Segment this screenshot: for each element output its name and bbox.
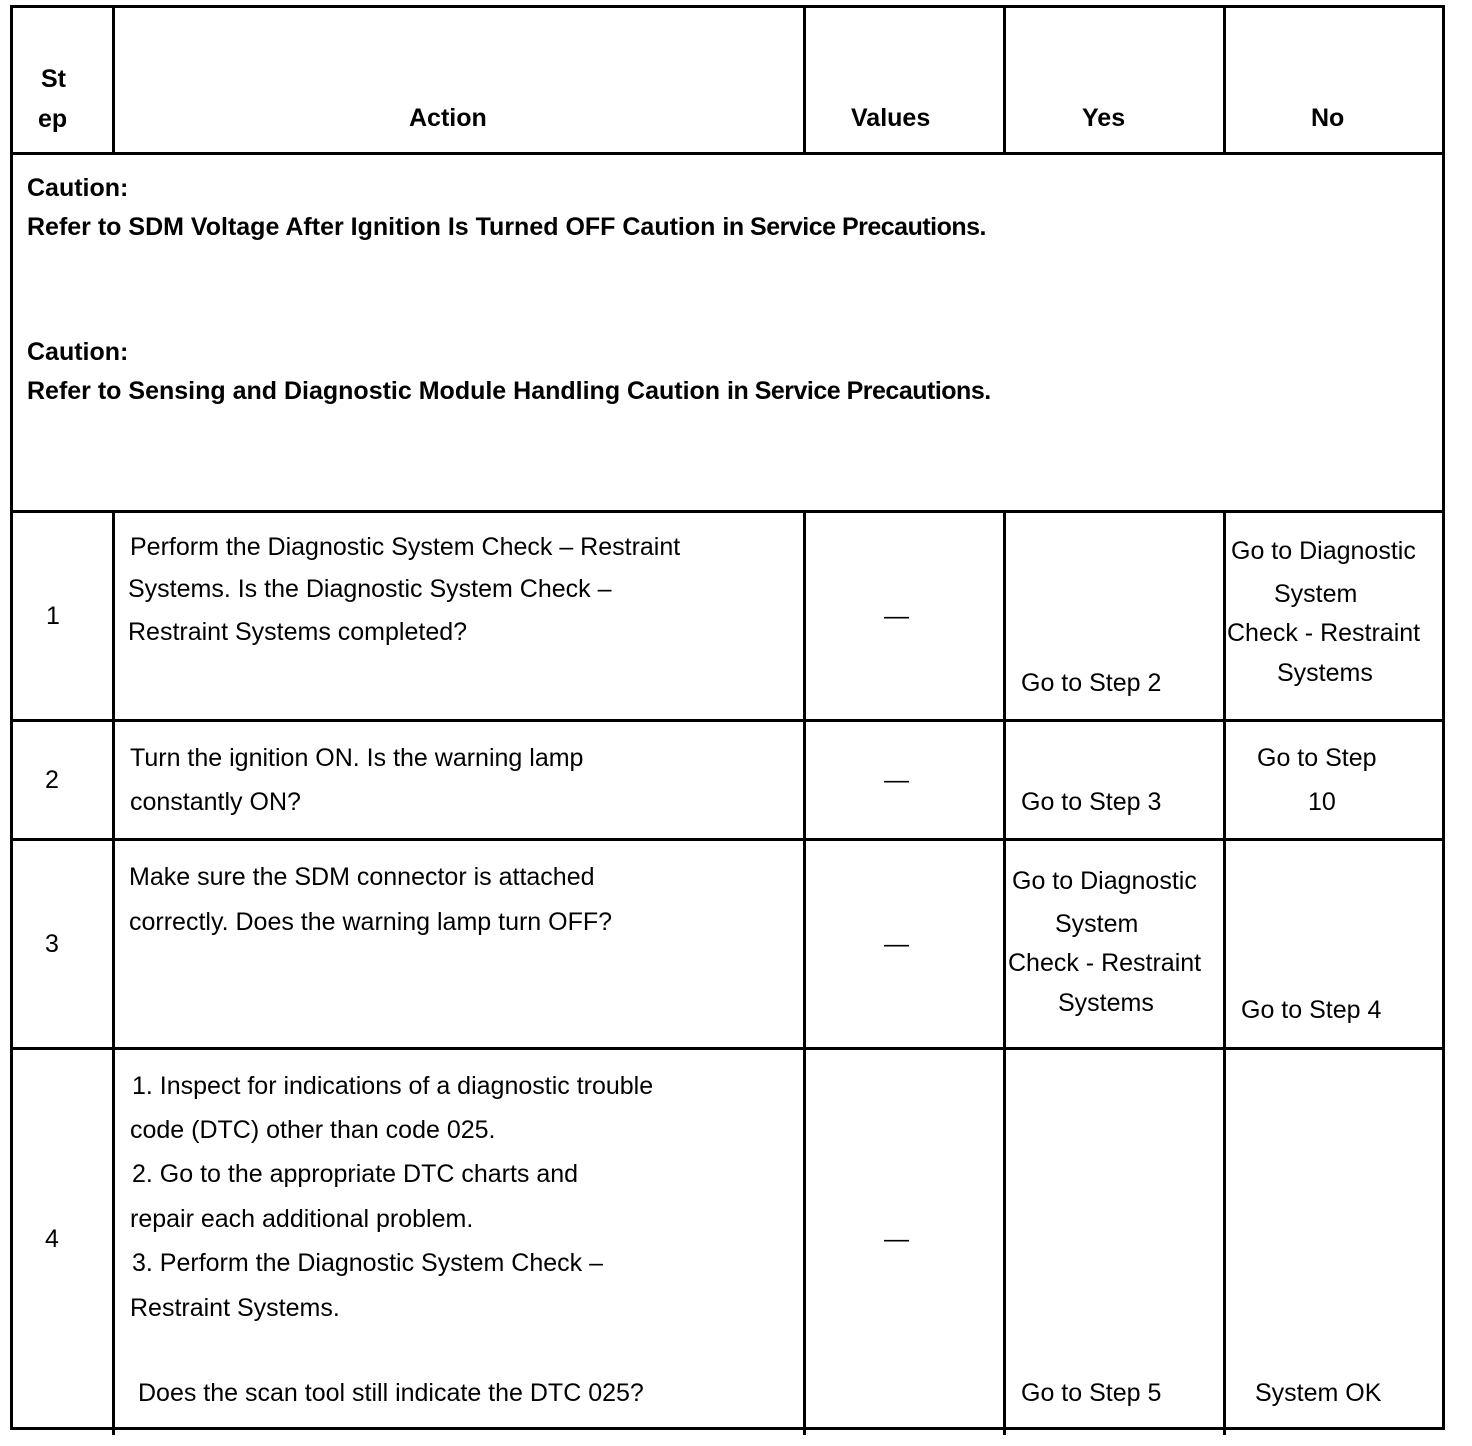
row-divider xyxy=(13,719,1442,722)
action-line: Restraint Systems. xyxy=(130,1294,340,1322)
header-step-line1: St xyxy=(41,65,66,93)
column-divider xyxy=(1223,8,1226,152)
step-number: 3 xyxy=(45,930,59,958)
column-divider xyxy=(1223,510,1226,1435)
caution-text-rest: in Service Precautions. xyxy=(722,213,986,241)
action-line: Perform the Diagnostic System Check – Restraint xyxy=(130,533,681,561)
no-line: Go to Diagnostic xyxy=(1231,537,1416,565)
yes-line: Go to Diagnostic xyxy=(1012,867,1197,895)
header-no: No xyxy=(1311,104,1345,132)
action-line: 1. Inspect for indications of a diagnostic trouble xyxy=(132,1072,654,1100)
no-line: Systems xyxy=(1277,659,1373,687)
no-line: System OK xyxy=(1255,1379,1382,1407)
column-divider xyxy=(1003,510,1006,1435)
column-divider xyxy=(112,510,115,1435)
no-line: Go to Step 4 xyxy=(1241,996,1382,1024)
action-line: code (DTC) other than code 025. xyxy=(130,1116,496,1144)
no-line: 10 xyxy=(1308,788,1336,816)
column-divider xyxy=(112,8,115,152)
row-divider xyxy=(13,1047,1442,1050)
action-line: correctly. Does the warning lamp turn OFF? xyxy=(129,908,613,936)
step-number: 4 xyxy=(45,1225,59,1253)
row-divider xyxy=(13,152,1442,155)
action-line: 3. Perform the Diagnostic System Check – xyxy=(132,1249,604,1277)
yes-line: Systems xyxy=(1058,989,1154,1017)
row-divider xyxy=(13,510,1442,513)
value-dash: — xyxy=(884,602,909,630)
yes-line: Go to Step 3 xyxy=(1021,788,1162,816)
yes-line: Go to Step 2 xyxy=(1021,669,1162,697)
caution-text-bold: Refer to Sensing and Diagnostic Module Handling Caution xyxy=(27,377,721,405)
caution-text xyxy=(27,215,986,240)
header-values: Values xyxy=(851,104,931,132)
action-line: 2. Go to the appropriate DTC charts and xyxy=(132,1160,579,1188)
yes-line: Go to Step 5 xyxy=(1021,1379,1162,1407)
header-yes: Yes xyxy=(1082,104,1126,132)
caution-text xyxy=(27,379,991,404)
action-line: Systems. Is the Diagnostic System Check – xyxy=(128,575,612,603)
no-line: Go to Step xyxy=(1257,744,1377,772)
value-dash: — xyxy=(884,1225,909,1253)
header-action: Action xyxy=(409,104,487,132)
step-number: 2 xyxy=(45,766,59,794)
column-divider xyxy=(1003,8,1006,152)
caution-text-bold: Refer to SDM Voltage After Ignition Is Turned OFF Caution xyxy=(27,213,716,241)
yes-line: System xyxy=(1055,910,1139,938)
caution-text-rest: in Service Precautions. xyxy=(727,377,991,405)
row-divider xyxy=(13,838,1442,841)
step-number: 1 xyxy=(46,602,60,630)
column-divider xyxy=(803,8,806,152)
no-line: Check - Restraint xyxy=(1227,619,1421,647)
action-line: Does the scan tool still indicate the DTC 025? xyxy=(138,1379,644,1407)
action-line: constantly ON? xyxy=(130,788,301,816)
value-dash: — xyxy=(884,766,909,794)
caution-label: Caution: xyxy=(27,338,129,366)
action-line: repair each additional problem. xyxy=(130,1205,474,1233)
action-line: Make sure the SDM connector is attached xyxy=(129,863,595,891)
no-line: System xyxy=(1274,580,1358,608)
column-divider xyxy=(803,510,806,1435)
yes-line: Check - Restraint xyxy=(1008,949,1202,977)
action-line: Turn the ignition ON. Is the warning lamp xyxy=(130,744,584,772)
header-step-line2: ep xyxy=(38,105,68,133)
caution-label: Caution: xyxy=(27,174,129,202)
action-line: Restraint Systems completed? xyxy=(128,618,468,646)
value-dash: — xyxy=(884,930,909,958)
